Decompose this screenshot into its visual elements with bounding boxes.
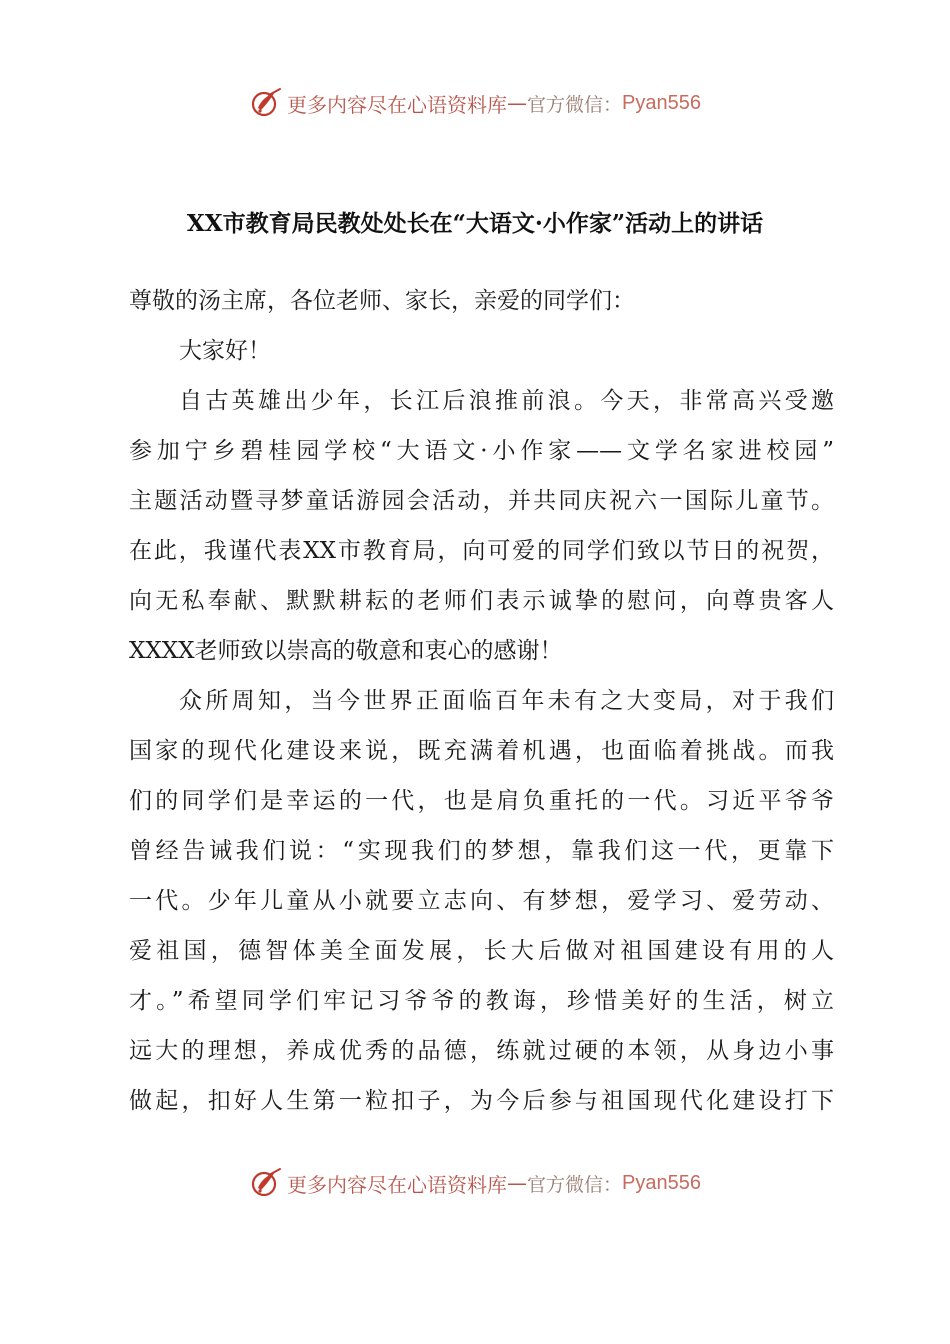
greeting-text: 大家好！ [179,338,271,364]
salutation-text: 尊敬的汤主席，各位老师、家长，亲爱的同学们： [129,288,635,314]
paragraph-2-line: 们的同学们是幸运的一代，也是肩负重托的一代。习近平爷爷 [129,788,834,814]
watermark-wechat-label: 官方微信： [527,1173,623,1196]
watermark-wechat-label: 官方微信： [527,93,623,116]
paragraph-1-line: 向无私奉献、默默耕耘的老师们表示诚挚的慰问，向尊贵客人 [129,588,834,614]
watermark-library-text: 更多内容尽在心语资料库 [287,92,507,117]
paragraph-2-line: 众所周知，当今世界正面临百年未有之大变局，对于我们 [179,688,834,714]
document-title: XX市教育局民教处处长在“大语文·小作家”活动上的讲话 [186,210,764,237]
paragraph-2-line: 才。”希望同学们牢记习爷爷的教诲，珍惜美好的生活，树立 [129,988,834,1014]
paragraph-2-line: 一代。少年儿童从小就要立志向、有梦想，爱学习、爱劳动、 [129,888,834,914]
greeting [129,326,834,376]
paragraph-2-line: 做起，扣好人生第一粒扣子，为今后参与祖国现代化建设打下 [129,1088,834,1114]
watermark-wechat-account: Pyan556 [622,1171,701,1194]
paragraph-2-line: 曾经告诫我们说：“实现我们的梦想，靠我们这一代，更靠下 [129,838,834,864]
paragraph-1-line: 自古英雄出少年，长江后浪推前浪。今天，非常高兴受邀 [179,388,834,414]
watermark-wechat-account: Pyan556 [622,91,701,114]
paragraph-1 [129,376,834,676]
paragraph-2 [129,676,834,1126]
paragraph-1-line: XXXX老师致以崇高的敬意和衷心的感谢！ [129,638,563,664]
watermark-library-text: 更多内容尽在心语资料库 [287,1172,507,1197]
watermark-dash: — [507,91,527,115]
paragraph-1-line: 主题活动暨寻梦童话游园会活动，并共同庆祝六一国际儿童节。 [129,488,834,514]
logo-icon [249,1166,283,1200]
logo-icon [249,86,283,120]
paragraph-2-line: 爱祖国，德智体美全面发展，长大后做对祖国建设有用的人 [129,938,834,964]
paragraph-1-line: 参加宁乡碧桂园学校“大语文·小作家——文学名家进校园” [129,438,834,464]
paragraph-1-line: 在此，我谨代表XX市教育局，向可爱的同学们致以节日的祝贺， [129,538,834,564]
paragraph-2-line: 国家的现代化建设来说，既充满着机遇，也面临着挑战。而我 [129,738,834,764]
footer-watermark [0,1163,950,1203]
paragraph-2-line: 远大的理想，养成优秀的品德，练就过硬的本领，从身边小事 [129,1038,834,1064]
watermark-dash: — [507,1171,527,1195]
header-watermark [0,83,950,123]
salutation [129,276,834,326]
document-body [129,276,834,1126]
